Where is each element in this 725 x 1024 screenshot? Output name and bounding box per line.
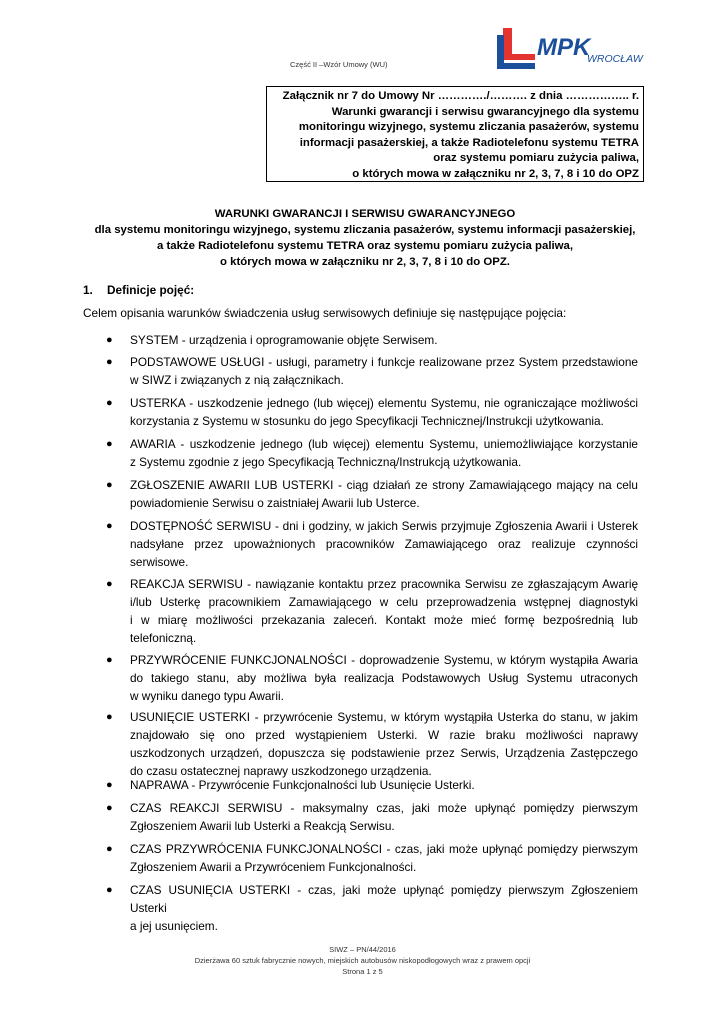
definition-line: USUNIĘCIE USTERKI - przywrócenie Systemu, w którym wystąpiła Usterka do stanu, w jakim — [130, 710, 638, 724]
bullet-icon: ● — [106, 438, 113, 450]
bullet-icon: ● — [106, 397, 113, 409]
bullet-icon: ● — [106, 479, 113, 491]
definition-text — [130, 776, 638, 794]
footer-ref: SIWZ – PN/44/2016 — [329, 945, 396, 954]
title-line: o których mowa w załączniku nr 2, 3, 7, 8 i 10 do OPZ. — [220, 256, 510, 268]
section-intro: Celem opisania warunków świadczenia usług serwisowych definiuje się następujące pojęcia: — [83, 306, 567, 320]
annex-line: o których mowa w załączniku nr 2, 3, 7, 8 i 10 do OPZ — [352, 167, 639, 180]
footer-page-number: Strona 1 z 5 — [342, 967, 383, 976]
logo-red-mark — [503, 28, 535, 60]
mpk-logo — [495, 26, 645, 72]
definition-line: telefoniczną. — [130, 631, 197, 645]
definition-line: CZAS USUNIĘCIA USTERKI - czas, jaki może upłynąć pomiędzy pierwszym Zgłoszeniem Usterki — [130, 883, 638, 915]
definition-line: Zgłoszeniem Awarii lub Usterki a Reakcją Serwisu. — [130, 819, 395, 833]
definition-line: w SIWZ i związanych z nią załącznikach. — [130, 373, 344, 387]
definition-line: do czasu ostatecznej naprawy uszkodzonego urządzenia. — [130, 764, 432, 778]
definition-line: powiadomienie Serwisu o zaistniałej Awarii lub Usterce. — [130, 496, 420, 510]
bullet-icon: ● — [106, 779, 113, 791]
definition-line: AWARIA - uszkodzenie jednego (lub więcej) elementu Systemu, uniemożliwiające korzystanie — [130, 437, 638, 451]
definition-text — [130, 331, 638, 349]
footer-subject: Dzierżawa 60 sztuk fabrycznie nowych, miejskich autobusów niskopodłogowych wraz z prawem opcji — [194, 956, 531, 965]
annex-line: Warunki gwarancji i serwisu gwarancyjnego dla systemu — [331, 105, 639, 118]
section-number: 1. — [83, 283, 93, 297]
bullet-icon: ● — [106, 711, 113, 723]
document-title — [80, 206, 650, 270]
annex-line: monitoringu wizyjnego, systemu zliczania pasażerów, systemu — [298, 121, 639, 133]
definition-text — [130, 476, 638, 512]
section-title: Definicje pojęć: — [107, 283, 195, 297]
annex-header-box — [266, 86, 644, 182]
definition-text — [130, 881, 638, 935]
definition-text — [130, 575, 638, 647]
definition-line: CZAS PRZYWRÓCENIA FUNKCJONALNOŚCI - czas, jaki może upłynąć pomiędzy pierwszym — [130, 842, 638, 856]
page-footer — [0, 944, 725, 977]
definition-line: w wyniku danego typu Awarii. — [130, 689, 284, 703]
definition-text — [130, 517, 638, 571]
definition-line: Zgłoszeniem Awarii a Przywróceniem Funkcjonalności. — [130, 860, 417, 874]
annex-line: Załącznik nr 7 do Umowy Nr …………./………. z dnia …………….. r. — [282, 90, 639, 102]
document-part-label: Część II –Wzór Umowy (WU) — [290, 60, 388, 69]
definition-line: znajdowało się ono przed wystąpieniem Usterki. W razie braku możliwości naprawy — [130, 728, 638, 742]
logo-city-text: WROCŁAW — [587, 53, 643, 65]
definition-text — [130, 840, 638, 876]
mpk-logo-graphic — [495, 26, 645, 72]
bullet-icon: ● — [106, 520, 113, 532]
definition-line: PRZYWRÓCENIE FUNKCJONALNOŚCI - doprowadzenie Systemu, w którym wystąpiła Awaria — [130, 653, 638, 667]
definition-line: USTERKA - uszkodzenie jednego (lub więcej) elementu Systemu, nie ograniczające możliwości — [130, 396, 638, 410]
bullet-icon: ● — [106, 884, 113, 896]
definition-line: z Systemu zgodnie z jego Specyfikacją Techniczną/Instrukcją użytkowania. — [130, 455, 522, 469]
definition-text — [130, 799, 638, 835]
bullet-icon: ● — [106, 843, 113, 855]
definition-line: NAPRAWA - Przywrócenie Funkcjonalności lub Usunięcie Usterki. — [130, 778, 475, 792]
bullet-icon: ● — [106, 334, 113, 346]
title-line: WARUNKI GWARANCJI I SERWISU GWARANCYJNEGO — [214, 208, 516, 220]
annex-line: informacji pasażerskiej, a także Radiotelefonu systemu TETRA — [299, 136, 639, 149]
definition-line: uszkodzonych urządzeń, dopuszcza się podstawienie przez Serwis, Urządzenia Zastępczego — [130, 746, 638, 760]
definition-line: i/lub Usterkę pracownikiem Zamawiającego w celu przeprowadzenia wstępnej diagnostyki — [130, 595, 638, 609]
definition-line: nadsyłane przez upoważnionych pracowników Zamawiającego oraz realizuje czynności — [130, 537, 638, 551]
bullet-icon: ● — [106, 356, 113, 368]
definition-line: korzystania z Systemu w stosunku do jego Specyfikacji Technicznej/Instrukcji użytkowania. — [130, 414, 604, 428]
annex-line: oraz systemu pomiaru zużycia paliwa, — [433, 152, 639, 164]
definition-line: do takiego stanu, aby możliwa była realizacja Podstawowych Usług Systemu utraconych — [130, 671, 638, 685]
definition-line: REAKCJA SERWISU - nawiązanie kontaktu przez pracownika Serwisu ze zgłaszającym Awarię — [130, 577, 638, 591]
logo-blue-mark — [497, 35, 535, 69]
definition-line: a jej usunięciem. — [130, 919, 218, 933]
bullet-icon: ● — [106, 578, 113, 590]
definition-text — [130, 651, 638, 705]
bullet-icon: ● — [106, 802, 113, 814]
bullet-icon: ● — [106, 654, 113, 666]
section-heading — [83, 283, 194, 297]
definition-text — [130, 394, 638, 430]
definition-line: ZGŁOSZENIE AWARII LUB USTERKI - ciąg działań ze strony Zamawiającego mający na celu — [130, 478, 638, 492]
definition-line: i w miarę możliwości przekazania zaleceń. Kontakt może mieć formę bezpośrednią lub — [130, 613, 638, 627]
title-line: a także Radiotelefonu systemu TETRA oraz systemu pomiaru zużycia paliwa, — [156, 240, 574, 252]
definition-text — [130, 435, 638, 471]
title-line: dla systemu monitoringu wizyjnego, systemu zliczania pasażerów, systemu informacji pasażerskiej, — [94, 224, 636, 236]
definition-line: PODSTAWOWE USŁUGI - usługi, parametry i funkcje realizowane przez System przedstawione — [130, 355, 638, 369]
definition-line: DOSTĘPNOŚĆ SERWISU - dni i godziny, w jakich Serwis przyjmuje Zgłoszenia Awarii i Usterek — [130, 519, 638, 533]
definition-line: SYSTEM - urządzenia i oprogramowanie objęte Serwisem. — [130, 333, 438, 347]
definition-text — [130, 708, 638, 780]
definition-line: CZAS REAKCJI SERWISU - maksymalny czas, jaki może upłynąć pomiędzy pierwszym — [130, 801, 638, 815]
definition-text — [130, 353, 638, 389]
logo-main-text: MPK — [537, 34, 591, 61]
definition-line: serwisowe. — [130, 555, 189, 569]
